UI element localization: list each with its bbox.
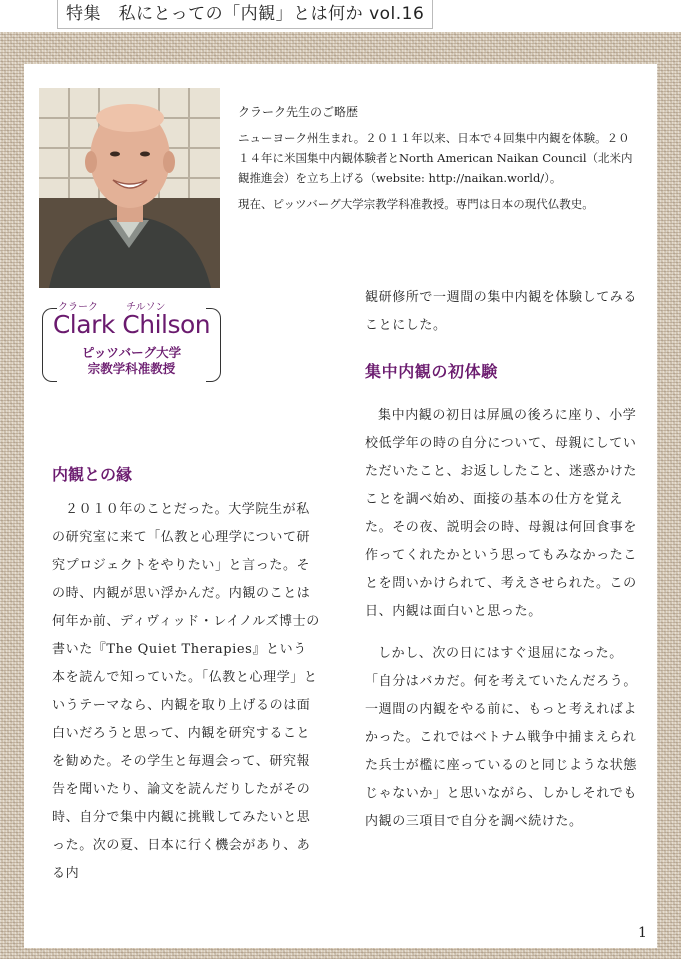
- left-column: [52, 496, 320, 888]
- section-heading-first-experience: 集中内観の初体験: [365, 362, 498, 381]
- bio-paragraph-1: ニューヨーク州生まれ。２０１１年以来、日本で４回集中内観を体験。２０１４年に米国集中内観体験者とNorth American Naikan Council（北米内観推進会）を立ち上げる（website: http://naikan.world/）。: [238, 131, 633, 185]
- ruby-family: クラーク: [58, 302, 98, 313]
- bio-heading: クラーク先生のご略歴: [238, 105, 359, 119]
- page-number: 1: [638, 925, 647, 941]
- right-body-paragraph-1: 集中内観の初日は屏風の後ろに座り、小学校低学年の時の自分について、母親にしていただいたこと、お返ししたこと、迷惑かけたことを調べ始め、面接の基本の仕方を覚えた。その夜、説明会の時、母親は何回食事を作ってくれたかという思ってもみなかったことを問いかけられて、考えさせられた。この日、内観は面白いと思った。: [365, 408, 638, 619]
- author-bio: [238, 102, 638, 220]
- right-continuation: 観研修所で一週間の集中内観を体験してみることにした。: [365, 290, 638, 333]
- right-column: [365, 284, 637, 836]
- author-affiliation: [40, 345, 223, 377]
- affiliation-line-1: ピッツバーグ大学: [81, 345, 182, 360]
- author-name-box: [40, 296, 223, 386]
- section-heading-en: 内観との縁: [52, 465, 133, 484]
- header-bar: [0, 0, 681, 32]
- bio-paragraph-2: 現在、ピッツバーグ大学宗教学科准教授。専門は日本の現代仏教史。: [238, 197, 594, 211]
- author-name: Clark Chilson: [52, 310, 211, 339]
- right-body-paragraph-2: しかし、次の日にはすぐ退屈になった。「自分はバカだ。何を考えていたんだろう。一週間の内観をやる前に、もっと考えればよかった。これではベトナム戦争中捕まえられた兵士が檻に座っているのと同じような状態じゃないか」と思いながら、しかしそれでも内観の三項目で自分を調べ続けた。: [365, 646, 638, 829]
- left-body-paragraph: ２０１０年のことだった。大学院生が私の研究室に来て「仏教と心理学について研究プロジェクトをやりたい」と言った。その時、内観が思い浮かんだ。内観のことは何年か前、ディヴィッド・レイノルズ博士の書いた『The Quiet Therapies』という本を読んで知っていた。「仏教と心理学」というテーマなら、内観を取り上げるのは面白いだろうと思って、内観を研究することを勧めた。その学生と毎週会って、研究報告を聞いたり、論文を読んだりしたがその時、自分で集中内観に挑戦してみたいと思った。次の夏、日本に行く機会があり、ある内: [52, 502, 320, 881]
- author-photo: [39, 88, 220, 288]
- affiliation-line-2: 宗教学科准教授: [87, 361, 176, 376]
- series-title: 特集 私にとっての「内観」とは何か vol.16: [57, 0, 433, 29]
- ruby-given: チルソン: [126, 302, 166, 313]
